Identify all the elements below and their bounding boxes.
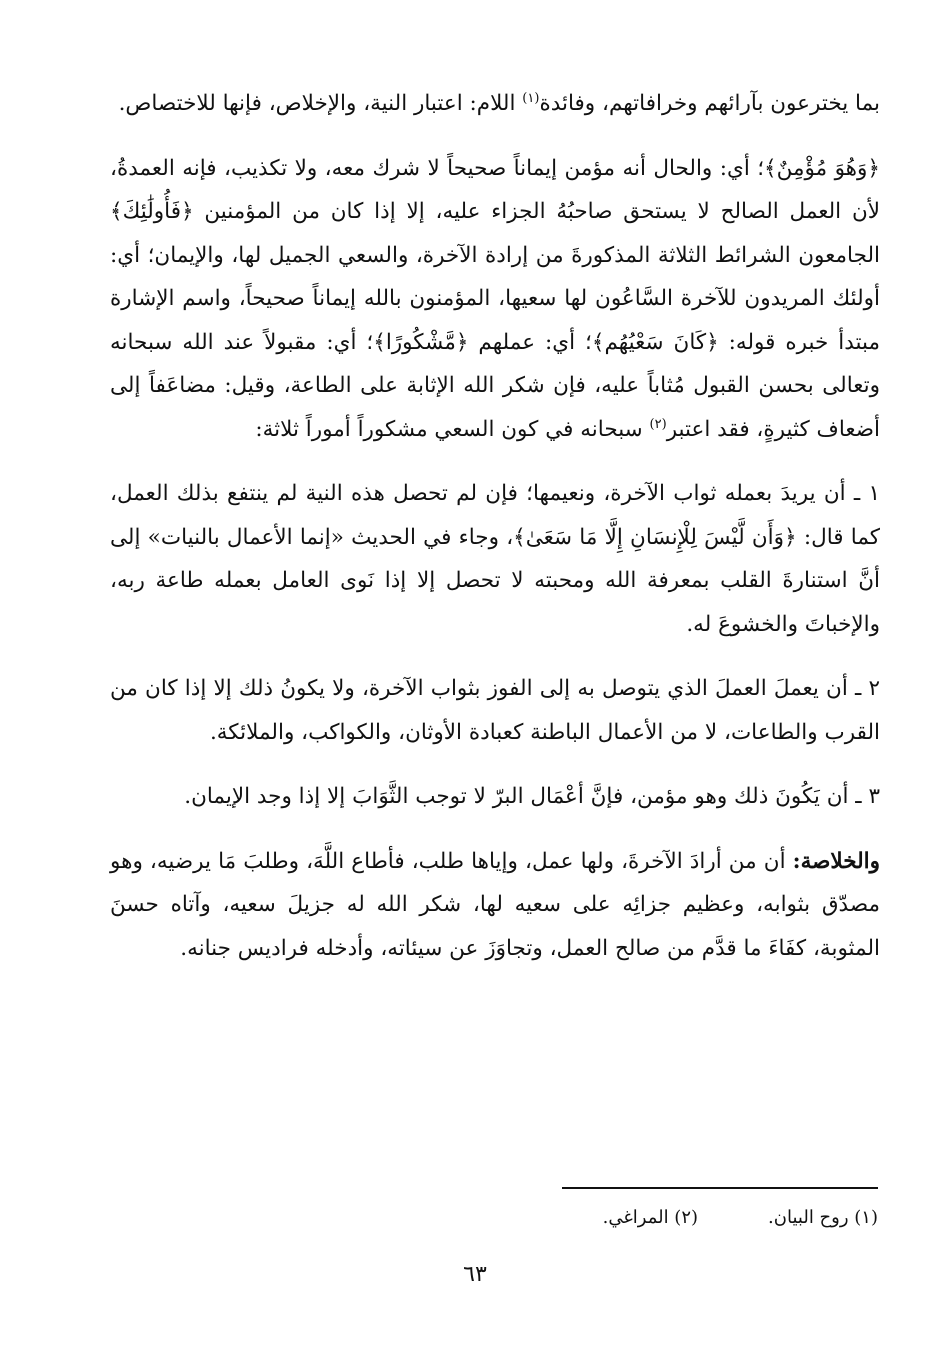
paragraph-3: ١ ـ أن يريدَ بعمله ثواب الآخرة، ونعيمها؛ فإن لم تحصل هذه النية لم ينتفع بذلك العمل، كما قال: ﴿وَأَن لَّيْسَ لِلْإِنسَانِ إِلَّا مَا سَعَىٰ﴾، وجاء في الحديث «إنما الأعمال بالنيات» إلى أنَّ استنارةَ القلب بمعرفة الله ومحبته لا تحصل إلا إذا نَوى العامل بعمله طاعة ربه، والإخباتَ والخشوعَ له.	[110, 481, 880, 637]
paragraph-5: ٣ ـ أن يَكُونَ ذلك وهو مؤمن، فإنَّ أعْمَال البرّ لا توجب الثَّوَابَ إلا إذا وجد الإيمان.	[184, 784, 880, 809]
footnote-ref-1[interactable]: (١)	[522, 90, 540, 106]
paragraph-4: ٢ ـ أن يعملَ العملَ الذي يتوصل به إلى الفوز بثواب الآخرة، ولا يكونُ ذلك إلا إذا كان من القرب والطاعات، لا من الأعمال الباطنة كعبادة الأوثان، والكواكب، والملائكة.	[110, 676, 880, 745]
page-number: ٦٣	[463, 1262, 487, 1287]
footnote-divider	[562, 1187, 878, 1189]
page-body	[110, 82, 880, 991]
footnote-1: (١) روح البيان.	[768, 1207, 878, 1228]
paragraph-6: والخلاصة: أن من أرادَ الآخرةَ، ولها عمل، وإياها طلب، فأطاع اللَّهَ، وطلبَ مَا يرضيه، وهو مصدّق بثوابه، وعظيم جزائِه على سعيه لها، شكر الله له جزيلَ سعيه، وآتاه حسنَ المثوبة، كفَاءَ ما قدَّم من صالح العمل، وتجاوَزَ عن سيئاته، وأدخله فراديس جنانه.	[110, 848, 880, 961]
footnote-ref-2[interactable]: (٢)	[649, 416, 667, 432]
paragraph-2: ﴿وَهُوَ مُؤْمِنٌ﴾؛ أي: والحال أنه مؤمن إيماناً صحيحاً لا شرك معه، ولا تكذيب، فإنه العمدةُ، لأن العمل الصالح لا يستحق صاحبُهُ الجزاء عليه، إلا إذا كان من المؤمنين ﴿فَأُولَٰئِكَ﴾ الجامعون الشرائط الثلاثة المذكورةَ من إرادة الآخرة، والسعي الجميل لها، والإيمان؛ أي: أولئك المريدون للآخرة السَّاعُون لها سعيها، المؤمنون بالله إيماناً صحيحاً، واسم الإشارة مبتدأ خبره قوله: ﴿كَانَ سَعْيُهُم﴾؛ أي: عملهم ﴿مَّشْكُورًا﴾؛ أي: مقبولاً عند الله سبحانه وتعالى بحسن القبول مُثاباً عليه، فإن شكر الله الإثابة على الطاعة، وقيل: مضاعَفاً إلى أضعاف كثيرةٍ، فقد اعتبر$^{(٢)}$ سبحانه في كون السعي مشكوراً أموراً ثلاثة:	[110, 155, 880, 442]
footnotes	[318, 1203, 878, 1233]
summary-heading: والخلاصة:	[792, 848, 880, 874]
footnote-2: (٢) المراغي.	[602, 1207, 699, 1228]
paragraph-1: بما يخترعون بآرائهم وخرافاتهم، وفائدة$^{(١)}$ اللام: اعتبار النية، والإخلاص، فإنها للاختصاص.	[118, 90, 880, 116]
